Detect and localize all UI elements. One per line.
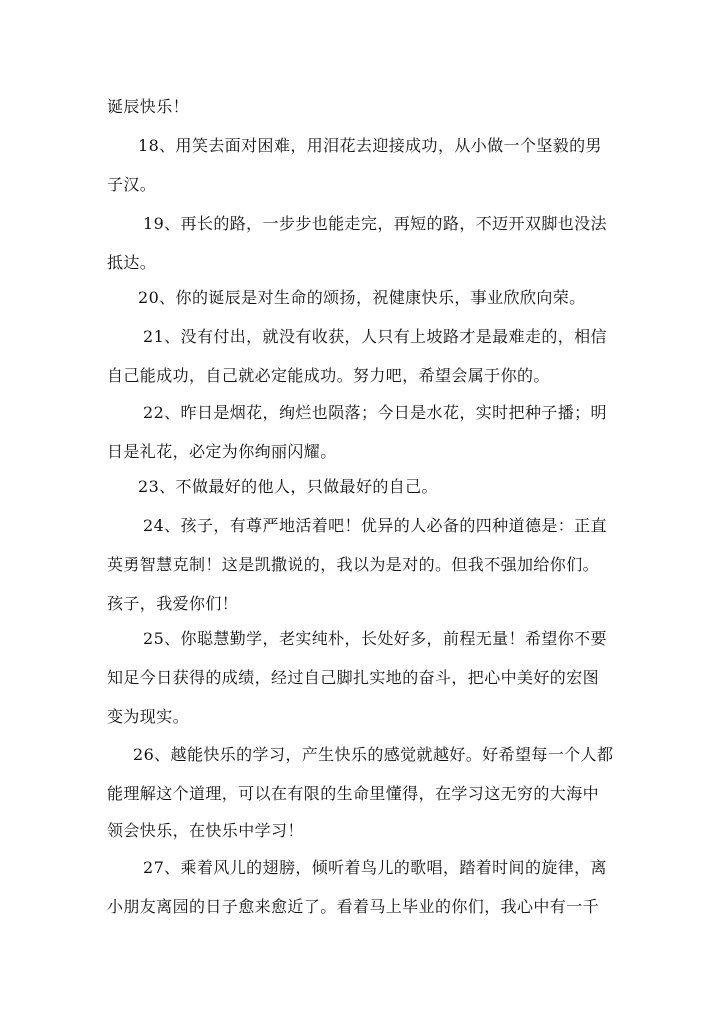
text-line: 23、不做最好的他人，只做最好的自己。 <box>138 477 438 496</box>
text-line: 22、昨日是烟花，绚烂也陨落；今日是水花，实时把种子播；明 <box>143 403 607 422</box>
text-line: 21、没有付出，就没有收获，人只有上坡路才是最难走的，相信 <box>143 327 607 346</box>
text-line: 知足今日获得的成绩，经过自己脚扎实地的奋斗，把心中美好的宏图 <box>107 668 600 687</box>
text-line: 抵达。 <box>107 253 157 272</box>
text-line: 自己能成功，自己就必定能成功。努力吧，希望会属于你的。 <box>107 366 550 385</box>
text-line: 领会快乐，在快乐中学习！ <box>107 821 304 840</box>
text-line: 孩子，我爱你们！ <box>107 594 239 613</box>
text-line: 26、越能快乐的学习，产生快乐的感觉就越好。好希望每一个人都 <box>133 745 614 764</box>
text-line: 24、孩子，有尊严地活着吧！优异的人必备的四种道德是：正直 <box>143 516 607 535</box>
text-line: 20、你的诞辰是对生命的颂扬，祝健康快乐，事业欣欣向荣。 <box>138 288 586 307</box>
text-line: 变为现实。 <box>107 707 190 726</box>
text-line: 诞辰快乐！ <box>107 97 190 116</box>
text-line: 25、你聪慧勤学，老实纯朴，长处好多，前程无量！希望你不要 <box>143 629 607 648</box>
text-line: 英勇智慧克制！这是凯撒说的，我以为是对的。但我不强加给你们。 <box>107 555 600 574</box>
text-line: 19、再长的路，一步步也能走完，再短的路，不迈开双脚也没法 <box>143 214 607 233</box>
text-line: 日是礼花，必定为你绚丽闪耀。 <box>107 442 337 461</box>
text-line: 能理解这个道理，可以在有限的生命里懂得，在学习这无穷的大海中 <box>107 784 600 803</box>
text-line: 小朋友离园的日子愈来愈近了。看着马上毕业的你们，我心中有一千 <box>107 897 600 916</box>
text-line: 18、用笑去面对困难，用泪花去迎接成功，从小做一个坚毅的男 <box>138 136 602 155</box>
text-line: 子汉。 <box>107 175 157 194</box>
text-line: 27、乘着风儿的翅膀，倾听着鸟儿的歌唱，踏着时间的旋律，离 <box>143 858 607 877</box>
